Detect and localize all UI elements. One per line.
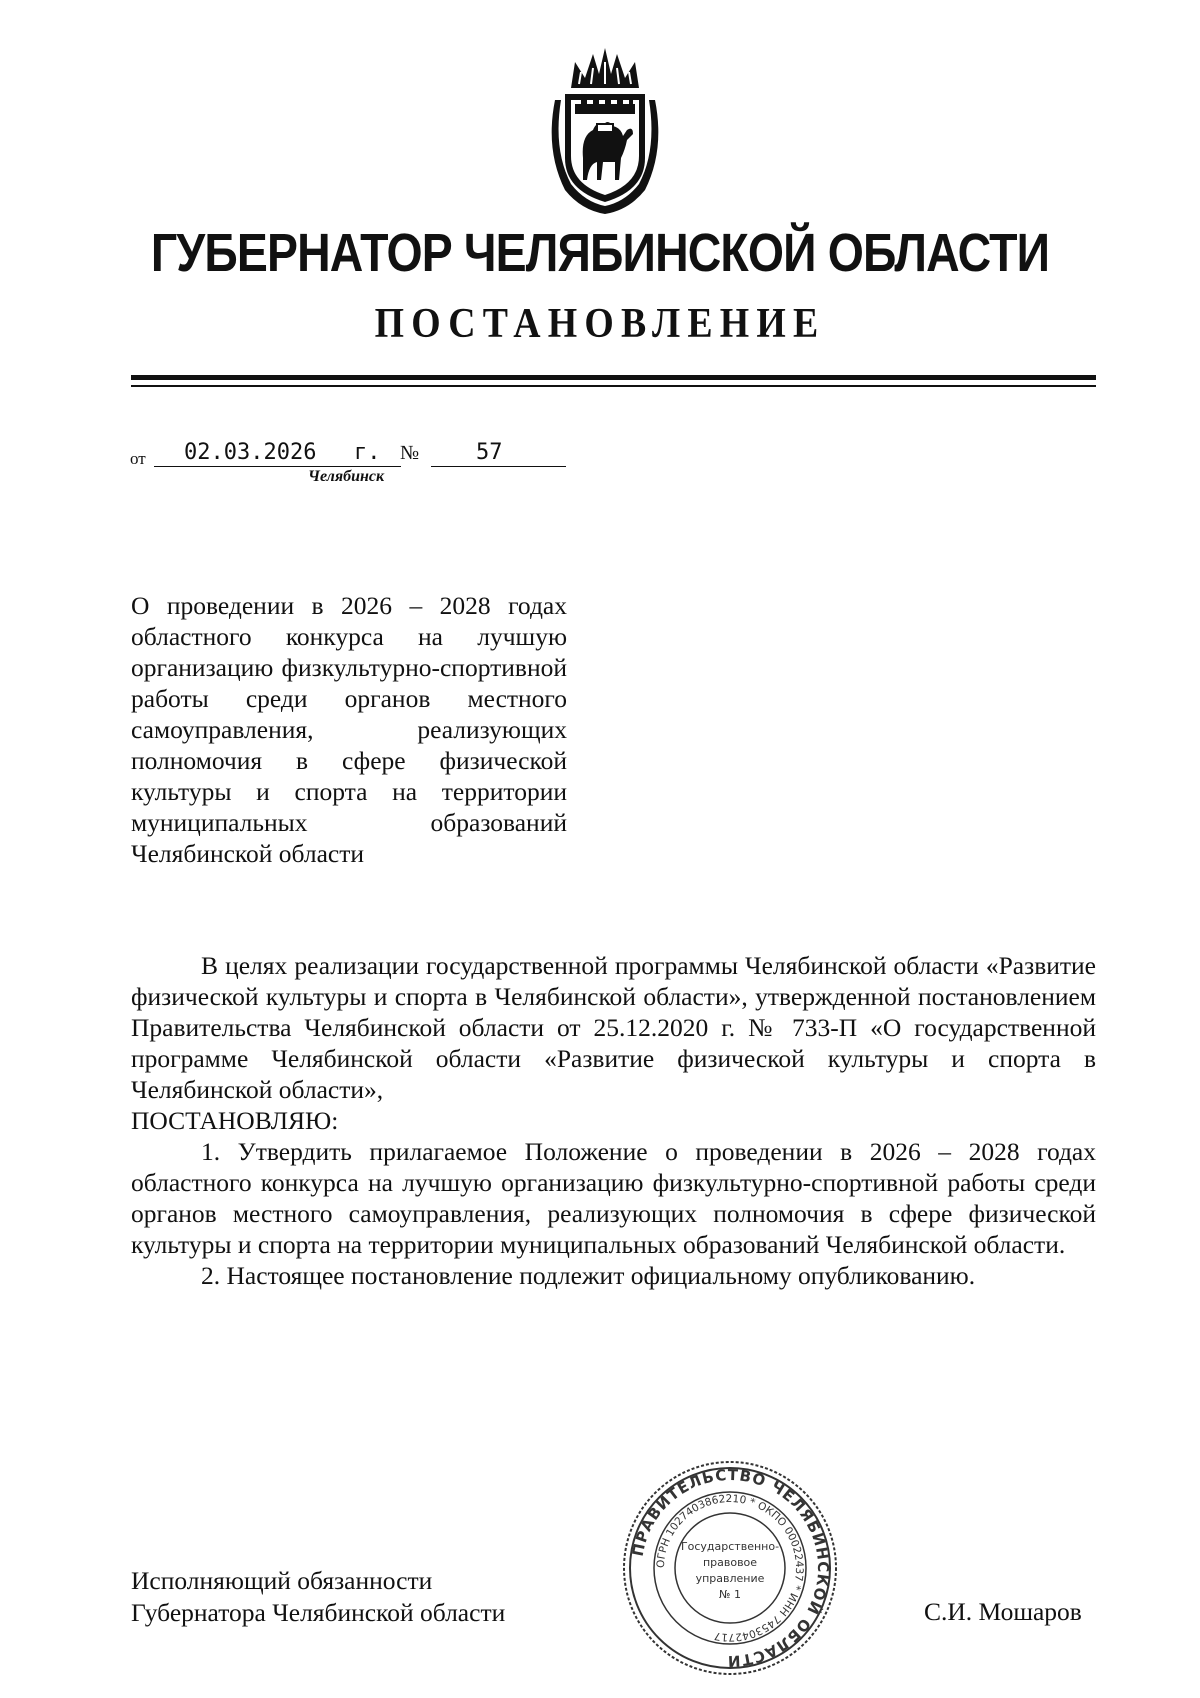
document-body <box>131 950 1096 1291</box>
resolve-word: ПОСТАНОВЛЯЮ: <box>131 1106 339 1135</box>
seal-center-line-4: № 1 <box>719 1588 741 1601</box>
body-item-2: 2. Настоящее постановление подлежит официальному опубликованию. <box>201 1261 976 1290</box>
document-number: 57 <box>476 440 503 465</box>
number-underline <box>431 466 566 467</box>
seal-inner-text: ОГРН 1027403862210 * ОКПО 00022437 * ИНН 7453042717 <box>654 1492 806 1644</box>
header-divider-thin <box>131 385 1096 387</box>
number-sign: № <box>400 442 420 464</box>
coat-of-arms-emblem <box>541 40 669 215</box>
document-meta-line <box>130 440 630 470</box>
signatory-name: С.И. Мошаров <box>924 1597 1082 1626</box>
subject-text: О проведении в 2026 – 2028 годах областного конкурса на лучшую организацию физкультурно-спортивной работы среди органов местного самоуправления, реализующих полномочия в сфере физической культуры и спорта на территории муниципальных образований Челябинской области <box>131 591 567 868</box>
seal-center-line-1: Государственно- <box>680 1540 780 1553</box>
signatory-position <box>131 1565 505 1629</box>
document-type-title: ПОСТАНОВЛЕНИЕ <box>374 301 826 347</box>
document-date: 02.03.2026 <box>184 440 317 465</box>
preamble-paragraph: В целях реализации государственной программы Челябинской области «Развитие физической культуры и спорта в Челябинской области», утвержденной постановлением Правительства Челябинской области от 25.12.2020 г. № 733-П «О государственной программе Челябинской области «Развитие физической культуры и спорта в Челябинской области», <box>131 951 1096 1104</box>
signatory-position-line-1: Исполняющий обязанности <box>131 1566 433 1595</box>
header-divider-thick <box>131 375 1096 380</box>
signatory-position-line-2: Губернатора Челябинской области <box>131 1598 506 1627</box>
official-seal-stamp <box>620 1458 840 1678</box>
seal-center-line-2: правовое <box>702 1556 758 1569</box>
seal-center-line-3: управление <box>695 1572 765 1585</box>
issue-city: Челябинск <box>308 468 385 485</box>
date-prefix-label: от <box>130 449 146 468</box>
document-subject <box>131 590 567 869</box>
body-item-1: 1. Утвердить прилагаемое Положение о проведении в 2026 – 2028 годах областного конкурса на лучшую организацию физкультурно-спортивной работы среди органов местного самоуправления, реализующих полномочия в сфере физической культуры и спорта на территории муниципальных образований Челябинской области. <box>131 1137 1096 1259</box>
issuing-authority-title: ГУБЕРНАТОР ЧЕЛЯБИНСКОЙ ОБЛАСТИ <box>150 223 1050 283</box>
seal-outer-text: ПРАВИТЕЛЬСТВО ЧЕЛЯБИНСКОЙ ОБЛАСТИ <box>628 1465 833 1671</box>
date-underline <box>154 466 401 467</box>
year-suffix: г. <box>354 440 381 465</box>
